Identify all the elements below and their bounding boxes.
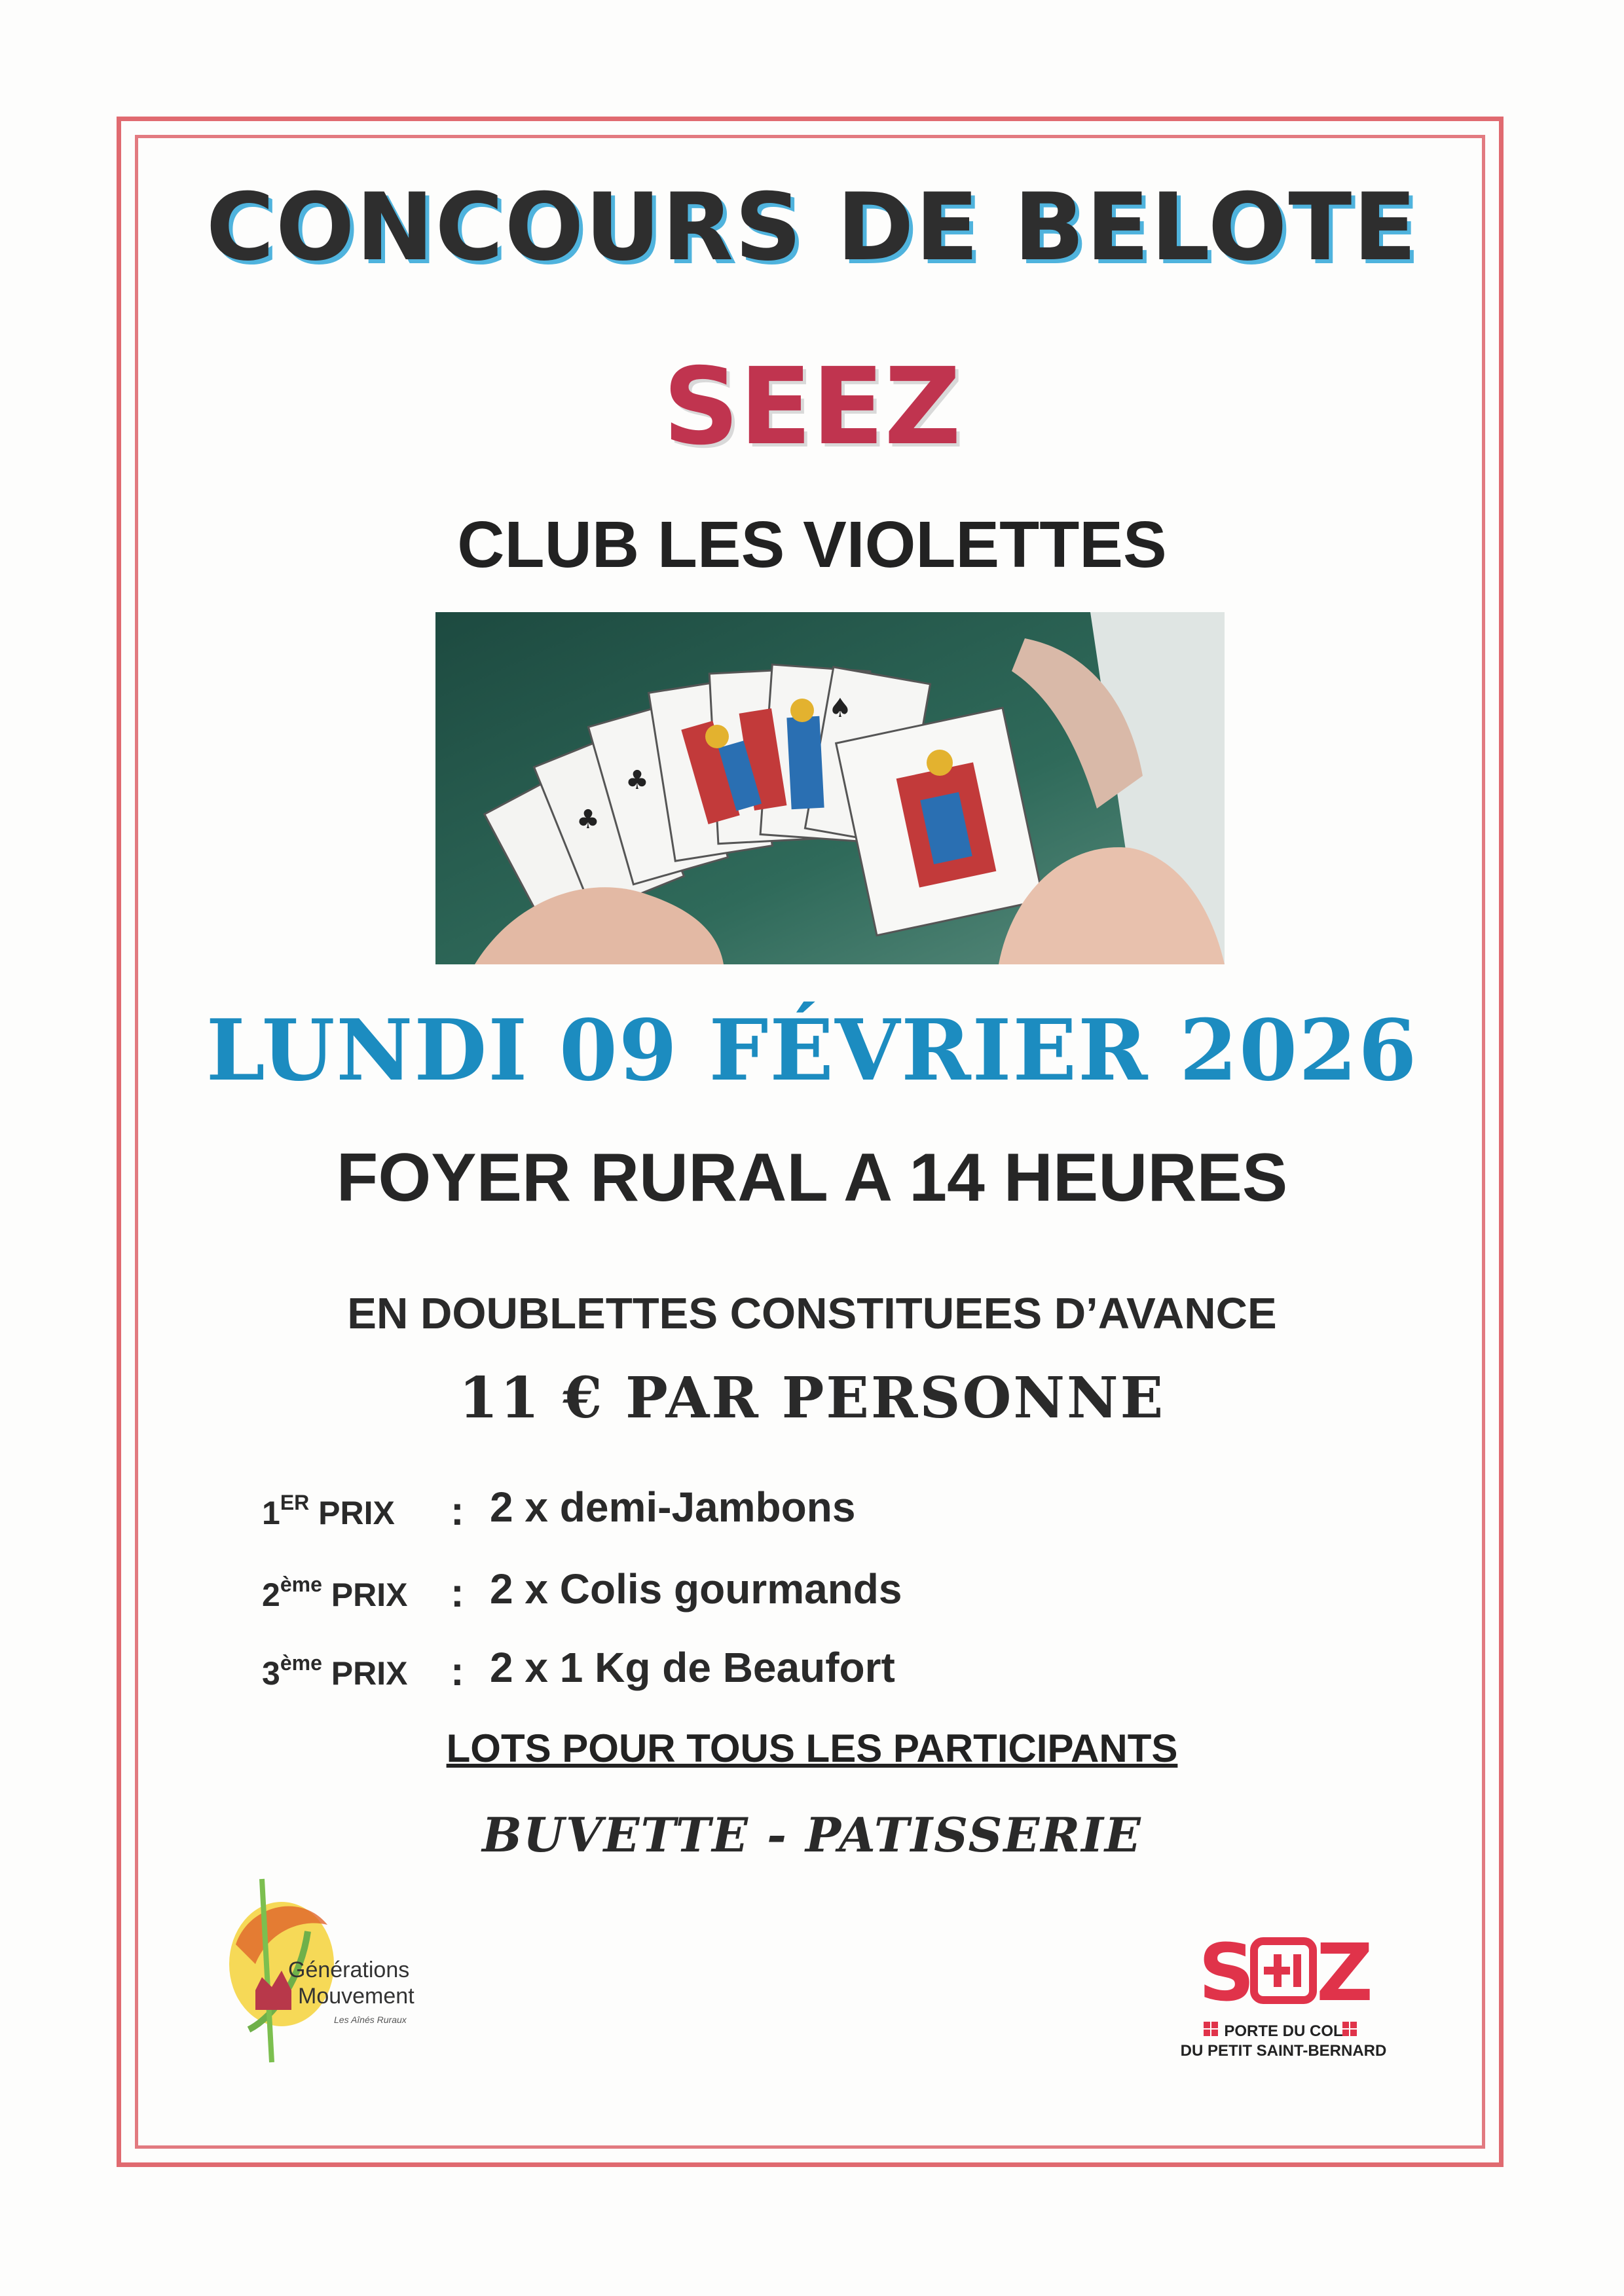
seez-town-logo <box>1180 1918 1387 2075</box>
logo-tagline: Les Aînés Ruraux <box>334 2014 407 2025</box>
prize-colon: : <box>451 1489 464 1534</box>
logo-line2: Mouvement <box>298 1984 415 2009</box>
town-name: SEEZ <box>663 346 961 469</box>
prize-colon: : <box>451 1649 464 1694</box>
event-format: EN DOUBLETTES CONSTITUEES D’AVANCE <box>347 1289 1277 1338</box>
svg-text:♠: ♠ <box>828 693 852 723</box>
logo-letter-left: S <box>1198 1928 1255 2019</box>
playing-cards-photo <box>435 612 1225 964</box>
club-name: CLUB LES VIOLETTES <box>457 508 1167 581</box>
logo-letter-right: Z <box>1316 1928 1374 2019</box>
generations-mouvement-logo <box>210 1866 445 2082</box>
logo-line1: Générations <box>288 1958 410 1982</box>
logo-line2: DU PETIT SAINT-BERNARD <box>1180 2042 1387 2060</box>
svg-text:♣: ♣ <box>576 805 600 835</box>
event-date: LUNDI 09 FÉVRIER 2026 <box>206 1002 1418 1100</box>
prize-item: 2 x demi-Jambons <box>490 1484 856 1531</box>
prize-item: 2 x Colis gourmands <box>490 1565 902 1613</box>
poster-title: CONCOURS DE BELOTE <box>206 173 1418 282</box>
participant-lots: LOTS POUR TOUS LES PARTICIPANTS <box>446 1726 1178 1770</box>
prize-item: 2 x 1 Kg de Beaufort <box>490 1644 895 1691</box>
svg-text:♣: ♣ <box>625 765 649 795</box>
prize-rank: 2ème PRIX <box>262 1573 408 1613</box>
logo-line1: PORTE DU COL <box>1224 2022 1343 2040</box>
entry-price: 11 € PAR PERSONNE <box>458 1365 1166 1431</box>
prize-rank: 3ème PRIX <box>262 1651 408 1692</box>
prize-rank: 1ER PRIX <box>262 1491 395 1531</box>
refreshments: BUVETTE - PATISSERIE <box>482 1807 1142 1863</box>
prize-colon: : <box>451 1571 464 1616</box>
event-venue-time: FOYER RURAL A 14 HEURES <box>336 1140 1288 1216</box>
